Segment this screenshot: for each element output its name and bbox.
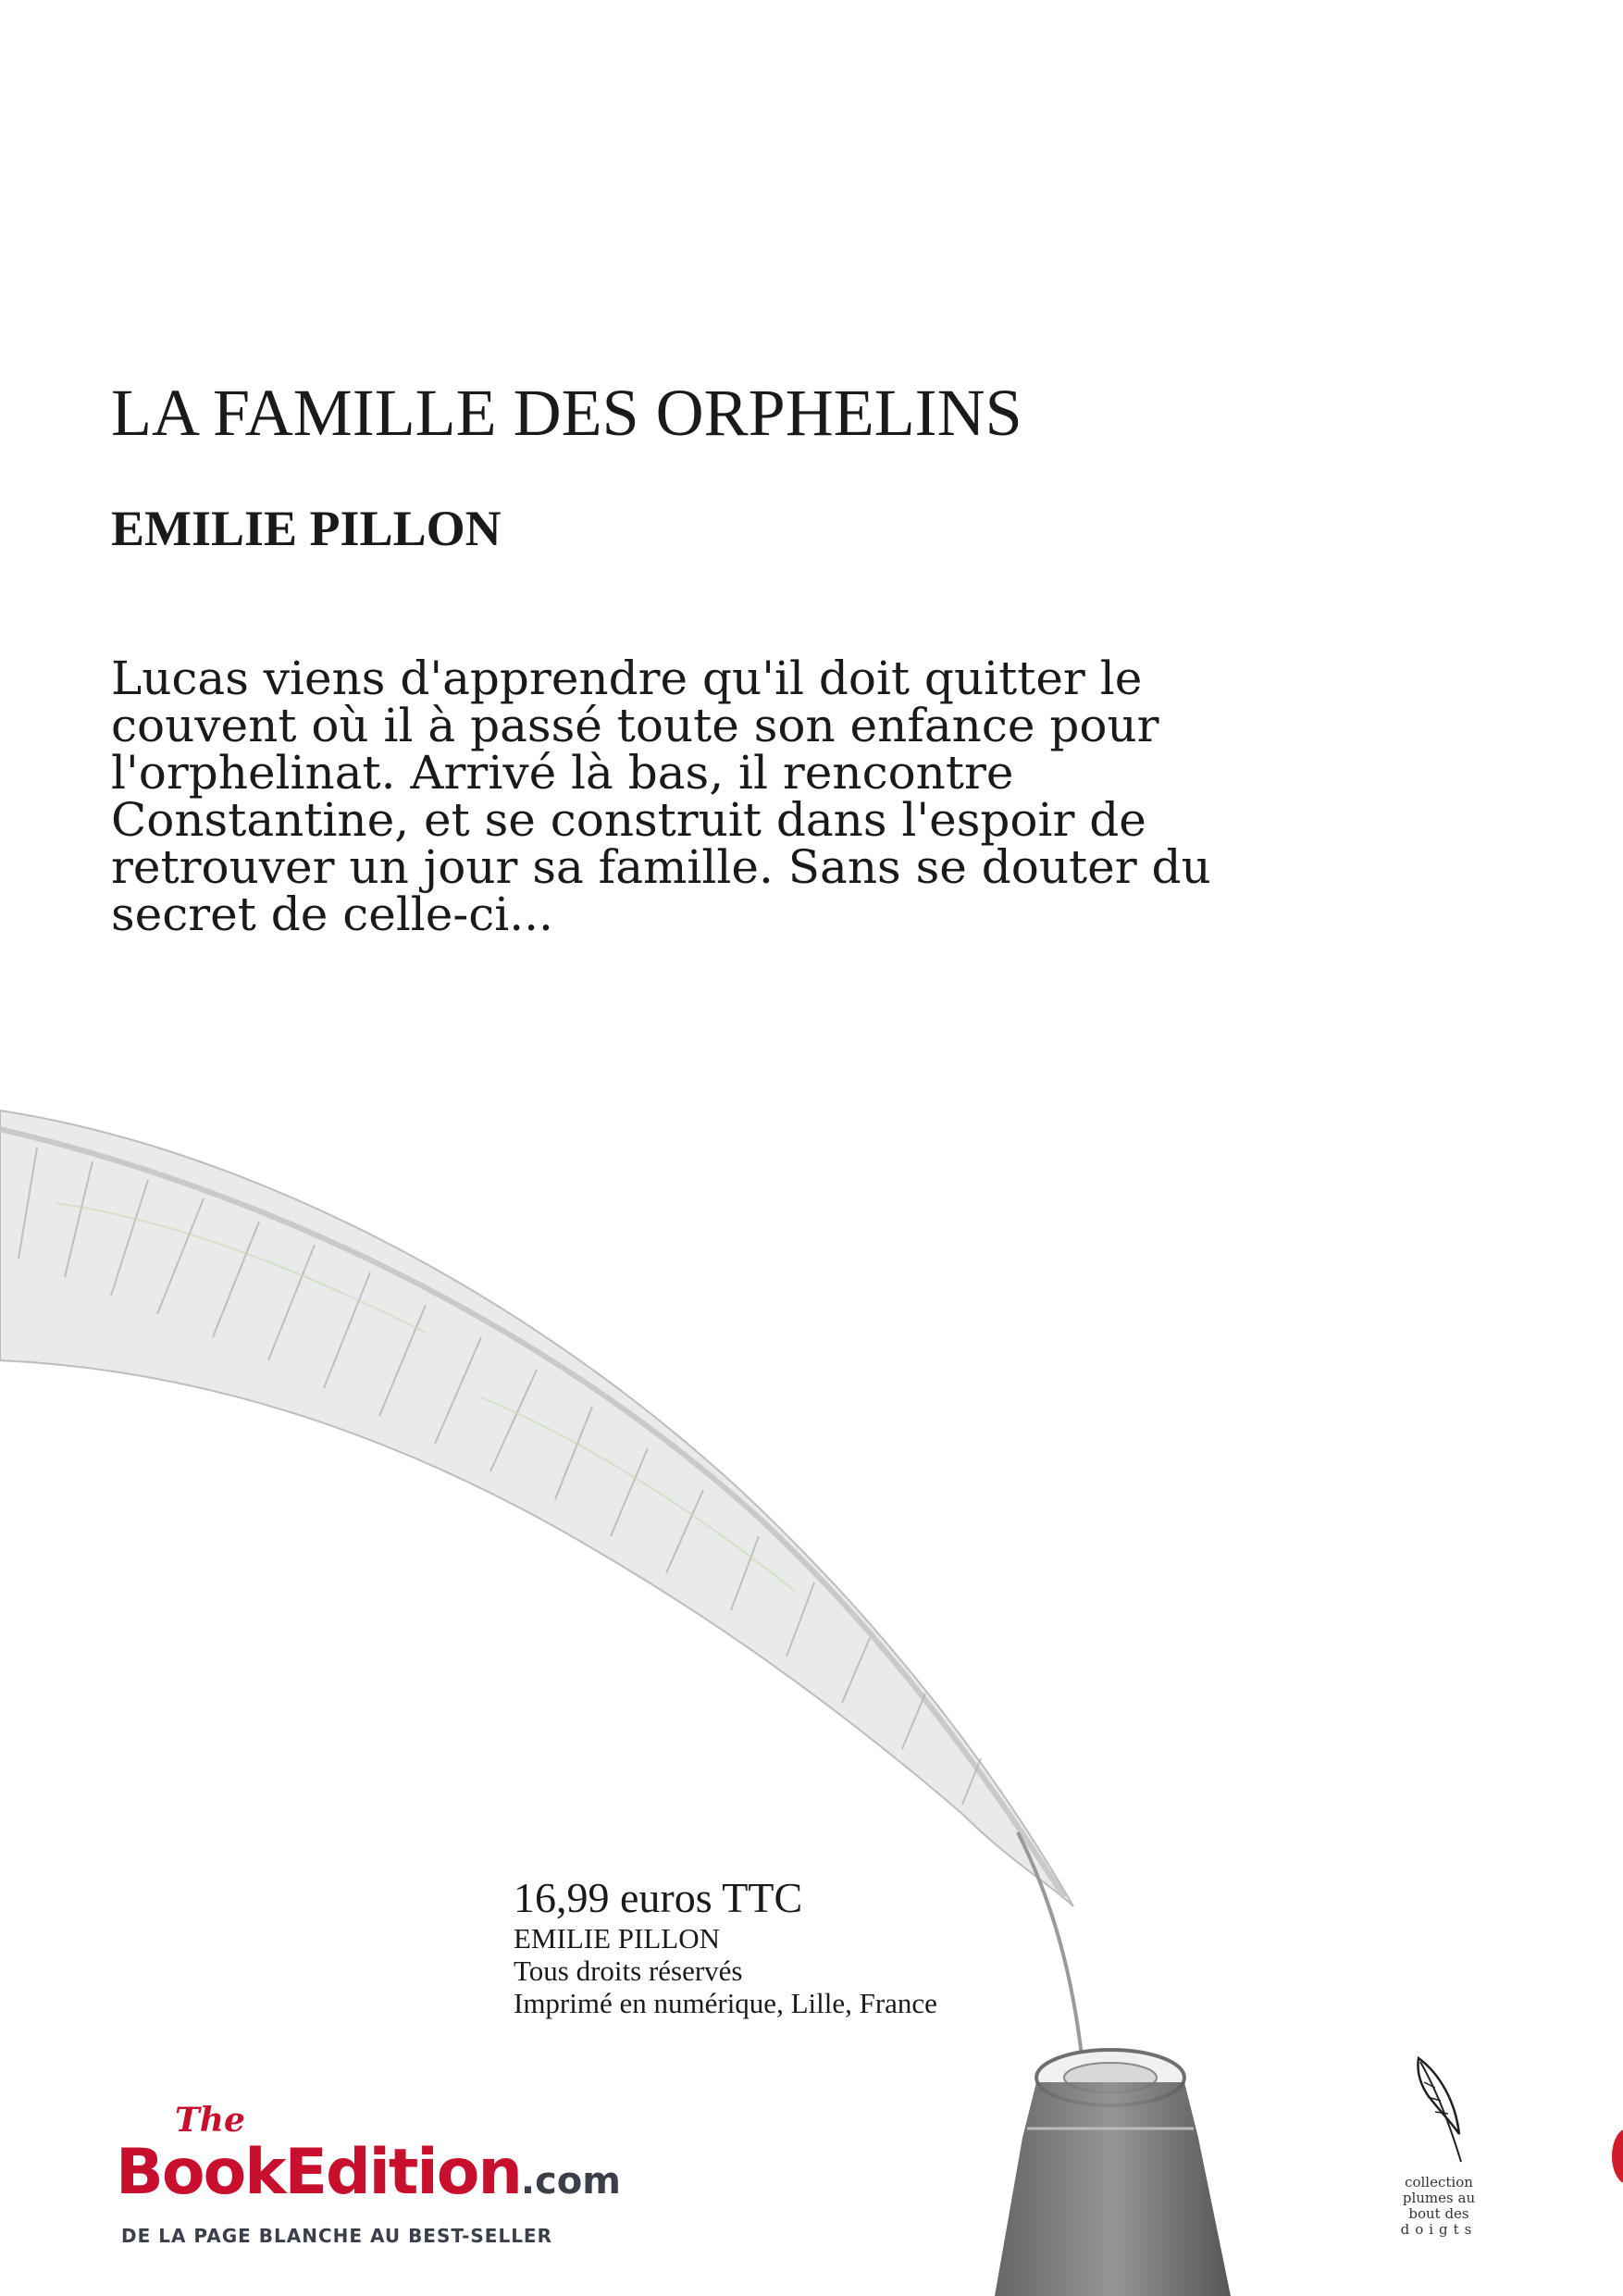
print-location: Imprimé en numérique, Lille, France xyxy=(514,1987,937,2019)
collection-line: collection xyxy=(1405,2174,1473,2191)
logo-brand xyxy=(116,2136,621,2209)
blurb-line: retrouver un jour sa famille. Sans se douter du xyxy=(111,840,1211,894)
back-cover-blurb xyxy=(111,652,1258,941)
publisher-logo xyxy=(116,2101,652,2267)
rights-notice: Tous droits réservés xyxy=(514,1955,743,1987)
blurb-line: Constantine, et se construit dans l'espoir de xyxy=(111,793,1146,847)
logo-tld: .com xyxy=(520,2160,621,2203)
collection-line: bout des xyxy=(1408,2205,1469,2222)
blurb-line: secret de celle-ci... xyxy=(111,887,553,941)
logo-brand-name: BookEdition xyxy=(116,2136,521,2209)
blurb-line: Lucas viens d'apprendre qu'il doit quitter le xyxy=(111,652,1143,705)
feather-icon xyxy=(1411,2054,1467,2166)
imprint-author: EMILIE PILLON xyxy=(514,1922,720,1955)
price: 16,99 euros TTC xyxy=(514,1874,803,1921)
book-author: EMILIE PILLON xyxy=(111,501,502,556)
book-title: LA FAMILLE DES ORPHELINS xyxy=(111,376,1022,450)
blurb-line: couvent où il à passé toute son enfance pour xyxy=(111,699,1159,752)
logo-the: The xyxy=(175,2101,245,2140)
logo-tagline: DE LA PAGE BLANCHE AU BEST-SELLER xyxy=(121,2225,552,2247)
collection-line: doigts xyxy=(1400,2221,1478,2238)
collection-mark xyxy=(1383,2054,1494,2238)
imprint-block xyxy=(514,1874,937,2019)
blurb-line: l'orphelinat. Arrivé là bas, il rencontre xyxy=(111,746,1014,800)
inkwell-icon xyxy=(995,2050,1231,2296)
collection-line: plumes au xyxy=(1402,2190,1476,2206)
